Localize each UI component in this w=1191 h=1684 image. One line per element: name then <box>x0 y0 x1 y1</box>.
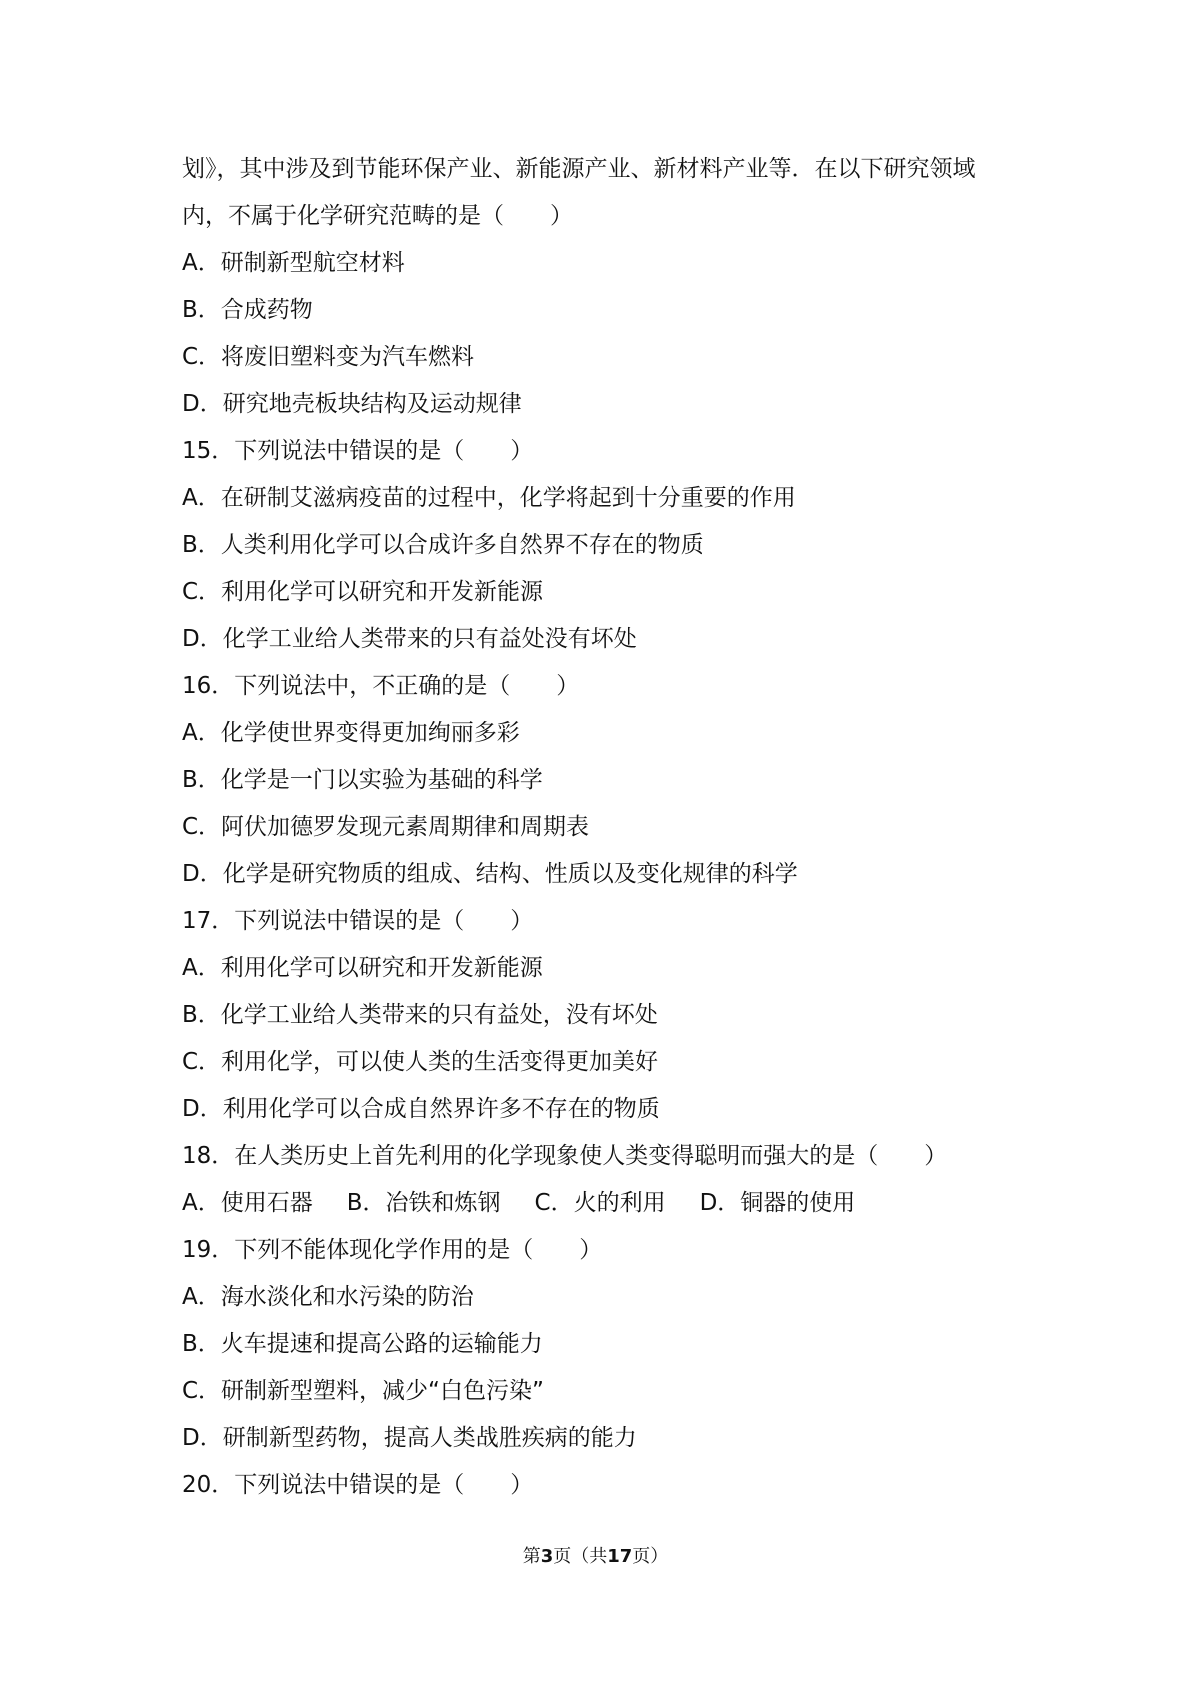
option-line: B．化学工业给人类带来的只有益处，没有坏处 <box>182 1002 658 1028</box>
footer-total: 17 <box>607 1546 633 1567</box>
option-line: C．利用化学，可以使人类的生活变得更加美好 <box>182 1049 659 1075</box>
q18-option-d: D．铜器的使用 <box>699 1190 856 1216</box>
option-line: A．在研制艾滋病疫苗的过程中，化学将起到十分重要的作用 <box>182 485 796 511</box>
question-18: 18．在人类历史上首先利用的化学现象使人类变得聪明而强大的是（ ） <box>182 1143 948 1169</box>
option-line: C．利用化学可以研究和开发新能源 <box>182 579 544 605</box>
question-19: 19．下列不能体现化学作用的是（ ） <box>182 1237 603 1263</box>
option-line: A．化学使世界变得更加绚丽多彩 <box>182 720 520 746</box>
question-16: 16．下列说法中，不正确的是（ ） <box>182 673 580 699</box>
option-line: C．研制新型塑料，减少“白色污染” <box>182 1378 544 1404</box>
question-content <box>182 146 1032 1509</box>
q18-option-a: A．使用石器 <box>182 1190 313 1216</box>
option-line: D．利用化学可以合成自然界许多不存在的物质 <box>182 1096 660 1122</box>
option-line: D．化学是研究物质的组成、结构、性质以及变化规律的科学 <box>182 861 798 887</box>
question-20: 20．下列说法中错误的是（ ） <box>182 1472 534 1498</box>
question-15: 15．下列说法中错误的是（ ） <box>182 438 534 464</box>
text-line: 划》，其中涉及到节能环保产业、新能源产业、新材料产业等．在以下研究领域 <box>182 156 976 182</box>
page-number-footer <box>0 1543 1191 1571</box>
option-line: D．研究地壳板块结构及运动规律 <box>182 391 522 417</box>
footer-prefix: 第 <box>522 1546 541 1567</box>
option-line: C．阿伏加德罗发现元素周期律和周期表 <box>182 814 590 840</box>
option-line: C．将废旧塑料变为汽车燃料 <box>182 344 475 370</box>
option-line: B．化学是一门以实验为基础的科学 <box>182 767 543 793</box>
option-line: D．研制新型药物，提高人类战胜疾病的能力 <box>182 1425 637 1451</box>
option-line: B．火车提速和提高公路的运输能力 <box>182 1331 543 1357</box>
text-line: 内，不属于化学研究范畴的是（ ） <box>182 203 573 229</box>
footer-middle: 页（共 <box>553 1546 608 1567</box>
footer-page: 3 <box>540 1546 554 1567</box>
option-line: D．化学工业给人类带来的只有益处没有坏处 <box>182 626 637 652</box>
option-line: B．合成药物 <box>182 297 313 323</box>
question-17: 17．下列说法中错误的是（ ） <box>182 908 534 934</box>
q18-option-c: C．火的利用 <box>534 1190 666 1216</box>
option-line: A．利用化学可以研究和开发新能源 <box>182 955 543 981</box>
q18-option-b: B．冶铁和炼钢 <box>346 1190 501 1216</box>
footer-suffix: 页） <box>632 1546 669 1567</box>
option-line: B．人类利用化学可以合成许多自然界不存在的物质 <box>182 532 704 558</box>
option-line: A．海水淡化和水污染的防治 <box>182 1284 474 1310</box>
q18-options-row <box>182 1180 1032 1227</box>
option-line: A．研制新型航空材料 <box>182 250 405 276</box>
